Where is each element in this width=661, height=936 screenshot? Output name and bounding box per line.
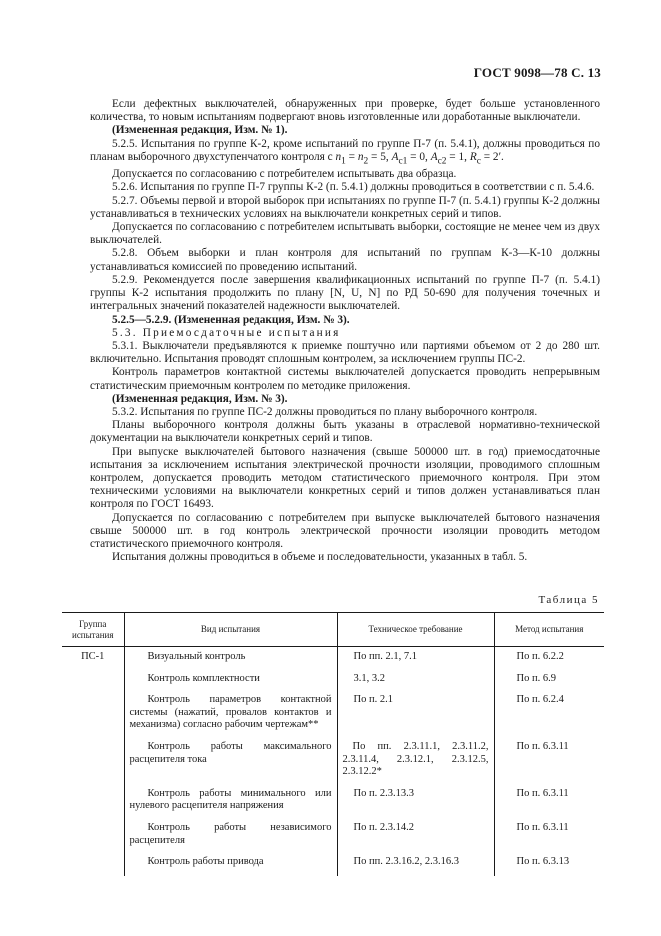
table-row (62, 692, 604, 739)
cell-kind: Контроль работы независимого расцепителя (124, 820, 337, 854)
revision-note: 5.2.5—5.2.9. (Измененная редакция, Изм. № 3). (112, 313, 350, 326)
page-header: ГОСТ 9098—78 С. 13 (473, 65, 601, 80)
revision-note: (Измененная редакция, Изм. № 3). (112, 392, 288, 405)
cell-requirement: По п. 2.1 (337, 692, 494, 739)
cell-method: По п. 6.3.11 (494, 786, 604, 820)
table-row (62, 786, 604, 820)
paragraph: 5.3.2. Испытания по группе ПС-2 должны проводиться по плану выборочного контроля. (112, 405, 538, 418)
cell-group (62, 786, 124, 820)
cell-method: По п. 6.3.13 (494, 854, 604, 876)
section-heading: 5.3. Приемосдаточные испытания (112, 326, 341, 339)
paragraph: Планы выборочного контроля должны быть указаны в отраслевой нормативно-технической документации на выключатели конкретных серий и типов. (90, 419, 600, 445)
cell-kind: Контроль комплектности (124, 671, 337, 693)
cell-requirement: 3.1, 3.2 (337, 671, 494, 693)
cell-group (62, 739, 124, 786)
cell-method: По п. 6.3.11 (494, 820, 604, 854)
cell-method: По п. 6.2.2 (494, 647, 604, 671)
header-method: Метод испытания (494, 613, 604, 647)
cell-kind: Контроль работы минимального или нулевого расцепителя напряжения (124, 786, 337, 820)
paragraph: Допускается по согласованию с потребителем испытывать выборки, состоящие не менее чем из двух выключателей. (90, 221, 600, 247)
paragraph: 5.2.6. Испытания по группе П-7 группы К-2 (п. 5.4.1) должны проводиться в соответствии с п. 5.4.6. (112, 181, 595, 194)
paragraph: 5.2.5. Испытания по группе К-2, кроме испытаний по группе П-7 (п. 5.4.1), должны проводиться по планам выборочного двухступенчатого контроля с $n_1 = n_2 = 5$, $A_{c1} = 0$, $A_{c2} = 1$, $R_c = 2'$. (90, 137, 600, 167)
table-row (62, 647, 604, 671)
paragraph: 5.2.8. Объем выборки и план контроля для испытаний по группам К-3—К-10 должны устанавливаться комиссией по проведению испытаний. (90, 247, 600, 273)
header-kind: Вид испытания (124, 613, 337, 647)
body-text (90, 98, 600, 564)
cell-kind: Контроль работы максимального расцепителя тока (124, 739, 337, 786)
paragraph: При выпуске выключателей бытового назначения (свыше 500000 шт. в год) приемосдаточные испытания за исключением испытания электрической прочности изоляции, проводимого сплошным контролем, допускается проводить методом статистического приемочного контроля. При этом техническими условиями на выключатели конкретных серий и типов должен устанавливаться план контроля по ГОСТ 16493. (90, 445, 600, 511)
table-header-row (62, 613, 604, 647)
cell-kind: Контроль работы привода (124, 854, 337, 876)
paragraph: Контроль параметров контактной системы выключателей допускается проводить непрерывным статистическим приемочным контролем по методике приложения. (90, 366, 600, 392)
paragraph: Если дефектных выключателей, обнаруженных при проверке, будет больше установленного количества, то новым испытаниям подвергают вновь изготовленные или доработанные выключатели. (90, 98, 600, 124)
table-caption: Таблица 5 (538, 594, 599, 606)
cell-method: По п. 6.9 (494, 671, 604, 693)
header-requirement: Техническое требование (337, 613, 494, 647)
cell-method: По п. 6.2.4 (494, 692, 604, 739)
table-row (62, 739, 604, 786)
header-group: Группа испытания (62, 613, 124, 647)
cell-requirement: По п. 2.3.13.3 (337, 786, 494, 820)
cell-requirement: По пп. 2.3.16.2, 2.3.16.3 (337, 854, 494, 876)
cell-group (62, 820, 124, 854)
cell-requirement: По п. 2.3.14.2 (337, 820, 494, 854)
cell-group (62, 671, 124, 693)
cell-group (62, 854, 124, 876)
table-row (62, 820, 604, 854)
table-row (62, 854, 604, 876)
paragraph: 5.2.7. Объемы первой и второй выборок при испытаниях по группе П-7 (п. 5.4.1) группы К-2 должны устанавливаться в технических условиях на выключатели конкретных серий и типов. (90, 194, 600, 220)
cell-method: По п. 6.3.11 (494, 739, 604, 786)
revision-note: (Измененная редакция, Изм. № 1). (112, 124, 288, 137)
test-table (62, 612, 604, 876)
cell-kind: Визуальный контроль (124, 647, 337, 671)
paragraph: Допускается по согласованию с потребителем испытывать два образца. (112, 168, 457, 181)
paragraph: 5.2.9. Рекомендуется после завершения квалификационных испытаний по группе П-7 (п. 5.4.1) группы К-2 испытания продолжить по плану [N, U, N] по РД 50-690 для получения точечных и интегральных значений показателей надежности выключателей. (90, 273, 600, 313)
cell-group (62, 692, 124, 739)
cell-requirement: По пп. 2.3.11.1, 2.3.11.2, 2.3.11.4, 2.3.12.1, 2.3.12.5, 2.3.12.2* (337, 739, 494, 786)
table-row (62, 671, 604, 693)
paragraph: Испытания должны проводиться в объеме и последовательности, указанных в табл. 5. (112, 551, 528, 564)
paragraph: 5.3.1. Выключатели предъявляются к приемке поштучно или партиями объемом от 2 до 280 шт. включительно. Испытания проводят сплошным контролем, за исключением группы ПС-2. (90, 339, 600, 366)
cell-requirement: По пп. 2.1, 7.1 (337, 647, 494, 671)
paragraph: Допускается по согласованию с потребителем при выпуске выключателей бытового назначения свыше 500000 шт. в год контроль электрической прочности изоляции проводить методом статистического приемочного контроля. (90, 511, 600, 550)
cell-kind: Контроль параметров контактной системы (нажатий, провалов контактов и механизма) согласно рабочим чертежам** (124, 692, 337, 739)
cell-group: ПС-1 (81, 651, 105, 662)
